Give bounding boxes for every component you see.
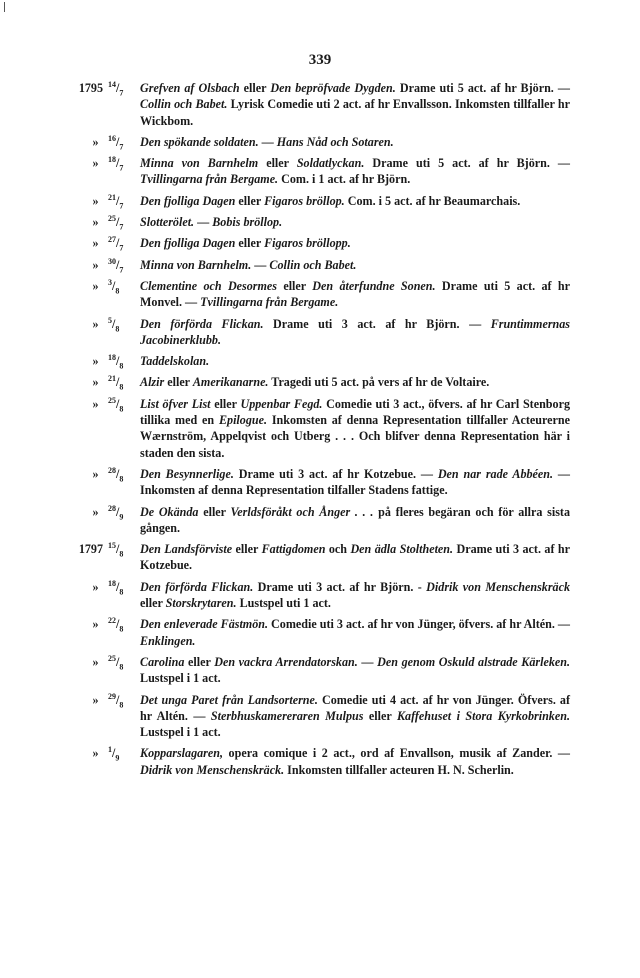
ditto-mark: » bbox=[92, 654, 99, 669]
ditto-mark: » bbox=[92, 396, 99, 411]
entry-text: Alzir eller Amerikanarne. Tragedi uti 5 act. på vers af hr de Voltaire. bbox=[140, 375, 490, 390]
entry-date: $^{16}/_7$ bbox=[108, 133, 124, 152]
ditto-mark: » bbox=[92, 193, 99, 208]
performance-entry bbox=[70, 654, 570, 687]
ditto-mark: » bbox=[92, 504, 99, 519]
ditto-mark: » bbox=[92, 278, 99, 293]
entry-date: $^5/_8$ bbox=[108, 315, 120, 333]
ditto-mark: » bbox=[92, 746, 99, 761]
ditto-mark: » bbox=[92, 215, 99, 230]
entry-year: 1797 bbox=[78, 542, 103, 557]
entry-text: Den fjolliga Dagen eller Figaros bröllopp. bbox=[140, 236, 351, 251]
entry-text: Slotterölet. — Bobis bröllop. bbox=[140, 215, 283, 230]
entry-date: $^{29}/_8$ bbox=[108, 691, 124, 709]
performance-entry bbox=[70, 745, 570, 778]
ditto-mark: » bbox=[92, 617, 99, 632]
entry-text: Den fjolliga Dagen eller Figaros bröllop. Com. i 5 act. af hr Beaumarchais. bbox=[140, 193, 521, 208]
performance-entry bbox=[70, 466, 570, 499]
entry-date: $^3/_8$ bbox=[108, 277, 120, 296]
performance-entry bbox=[70, 155, 570, 188]
entry-text: Den förförda Flickan. Drame uti 3 act. af hr Björn. - Didrik von Menschenskräck eller Storskrytaren. Lustspel uti 1 act. bbox=[140, 579, 570, 611]
entry-date: $^{22}/_8$ bbox=[108, 616, 124, 634]
entry-date: $^{27}/_7$ bbox=[108, 235, 124, 253]
entry-text: Den spökande soldaten. — Hans Nåd och Sotaren. bbox=[140, 134, 394, 149]
performance-entry bbox=[70, 616, 570, 649]
performance-entry bbox=[70, 134, 570, 150]
entry-text: Taddelskolan. bbox=[140, 354, 210, 369]
entry-text: Minna von Barnhelm. — Collin och Babet. bbox=[140, 257, 357, 272]
ditto-mark: » bbox=[92, 466, 99, 481]
entry-text: Kopparslagaren, opera comique i 2 act., ord af Envallson, musik af Zander. — Didrik von Menschenskräck. Inkomsten tillfaller acteuren H. N. Scherlin. bbox=[140, 746, 570, 777]
page-number: 339 bbox=[308, 52, 332, 68]
entry-text: Den Landsförviste eller Fattigdomen och Den ädla Stoltheten. Drame uti 3 act. af hr Kotzebue. bbox=[140, 542, 570, 573]
ditto-mark: » bbox=[92, 375, 99, 390]
entry-text: Grefven af Olsbach eller Den bepröfvade Dygden. Drame uti 5 act. af hr Björn. — Collin och Babet. Lyrisk Comedie uti 2 act. af hr Envallsson. Inkomsten tillfaller hr Wickbom. bbox=[140, 81, 570, 128]
ditto-mark: » bbox=[92, 134, 99, 149]
performance-entry bbox=[70, 80, 570, 129]
entry-text: Den Besynnerlige. Drame uti 3 act. af hr Kotzebue. — Den nar rade Abbéen. — Inkomsten af denna Representation tilfaller Stadens fattige. bbox=[140, 466, 570, 498]
entry-date: $^{25}/_8$ bbox=[108, 395, 124, 414]
entry-date: $^{21}/_7$ bbox=[108, 192, 124, 211]
entry-text: De Okända eller Verldsföråkt och Ånger . . . på fleres begäran och för allra sista gången. bbox=[140, 504, 571, 535]
performance-entry bbox=[70, 257, 570, 273]
entry-date: $^{14}/_7$ bbox=[108, 79, 124, 98]
entry-text: Den förförda Flickan. Drame uti 3 act. af hr Björn. — Fruntimmernas Jacobinerklubb. bbox=[140, 316, 570, 347]
ditto-mark: » bbox=[92, 354, 99, 369]
entry-date: $^{28}/_9$ bbox=[108, 503, 124, 521]
entry-text: Clementine och Desormes eller Den återfundne Sonen. Drame uti 5 act. af hr Monvel. — Tvillingarna från Bergame. bbox=[140, 278, 571, 310]
entry-date: $^{18}/_8$ bbox=[108, 353, 124, 371]
entry-date: $^{25}/_8$ bbox=[108, 653, 124, 672]
entry-year: 1795 bbox=[78, 81, 103, 95]
entry-text: Den enleverade Fästmön. Comedie uti 3 act. af hr von Jünger, öfvers. af hr Altén. — Enklingen. bbox=[140, 617, 570, 648]
performance-entry bbox=[70, 692, 570, 741]
entry-date: $^{18}/_7$ bbox=[108, 155, 124, 173]
ditto-mark: » bbox=[92, 692, 99, 707]
entry-text: List öfver List eller Uppenbar Fegd. Comedie uti 3 act., öfvers. af hr Carl Stenborg tillika med en Epilogue. Inkomsten af denna Representation tillfaller Acteurerne Wærnström, Appelqvist och Utberg . . . Och blifver denna Representation här i staden den sista. bbox=[140, 396, 570, 460]
performance-entry bbox=[70, 504, 570, 537]
entry-date: $^{21}/_8$ bbox=[108, 374, 124, 392]
entry-date: $^{30}/_7$ bbox=[108, 256, 124, 275]
entry-date: $^1/_9$ bbox=[108, 745, 120, 763]
performance-entry bbox=[70, 353, 570, 369]
performance-entry bbox=[70, 316, 570, 349]
ditto-mark: » bbox=[92, 236, 99, 251]
performance-entry bbox=[70, 193, 570, 209]
ditto-mark: » bbox=[92, 579, 99, 594]
performance-list bbox=[70, 80, 570, 783]
ditto-mark: » bbox=[92, 257, 99, 272]
entry-date: $^{25}/_7$ bbox=[108, 214, 124, 232]
ditto-mark: » bbox=[92, 316, 99, 331]
entry-date: $^{28}/_8$ bbox=[108, 465, 124, 484]
ditto-mark: » bbox=[92, 156, 99, 171]
entry-text: Minna von Barnhelm eller Soldatlyckan. Drame uti 5 act. af hr Björn. — Tvillingarna från Bergame. Com. i 1 act. af hr Björn. bbox=[140, 156, 570, 187]
performance-entry bbox=[70, 278, 570, 311]
performance-entry bbox=[70, 374, 570, 390]
entry-text: Carolina eller Den vackra Arrendatorskan. — Den genom Oskuld alstrade Kärleken. Lustspel i 1 act. bbox=[140, 654, 571, 686]
performance-entry bbox=[70, 396, 570, 461]
performance-entry bbox=[70, 214, 570, 230]
margin-mark bbox=[4, 2, 5, 12]
performance-entry bbox=[70, 541, 570, 574]
entry-text: Det unga Paret från Landsorterne. Comedie uti 4 act. af hr von Jünger. Öfvers. af hr Altén. — Sterbhuskamereraren Mulpus eller Kaffehuset i Stora Kyrkobrinken. Lustspel i 1 act. bbox=[140, 692, 570, 740]
performance-entry bbox=[70, 579, 570, 612]
entry-date: $^{18}/_8$ bbox=[108, 578, 124, 597]
performance-entry bbox=[70, 235, 570, 251]
entry-date: $^{15}/_8$ bbox=[108, 541, 124, 559]
